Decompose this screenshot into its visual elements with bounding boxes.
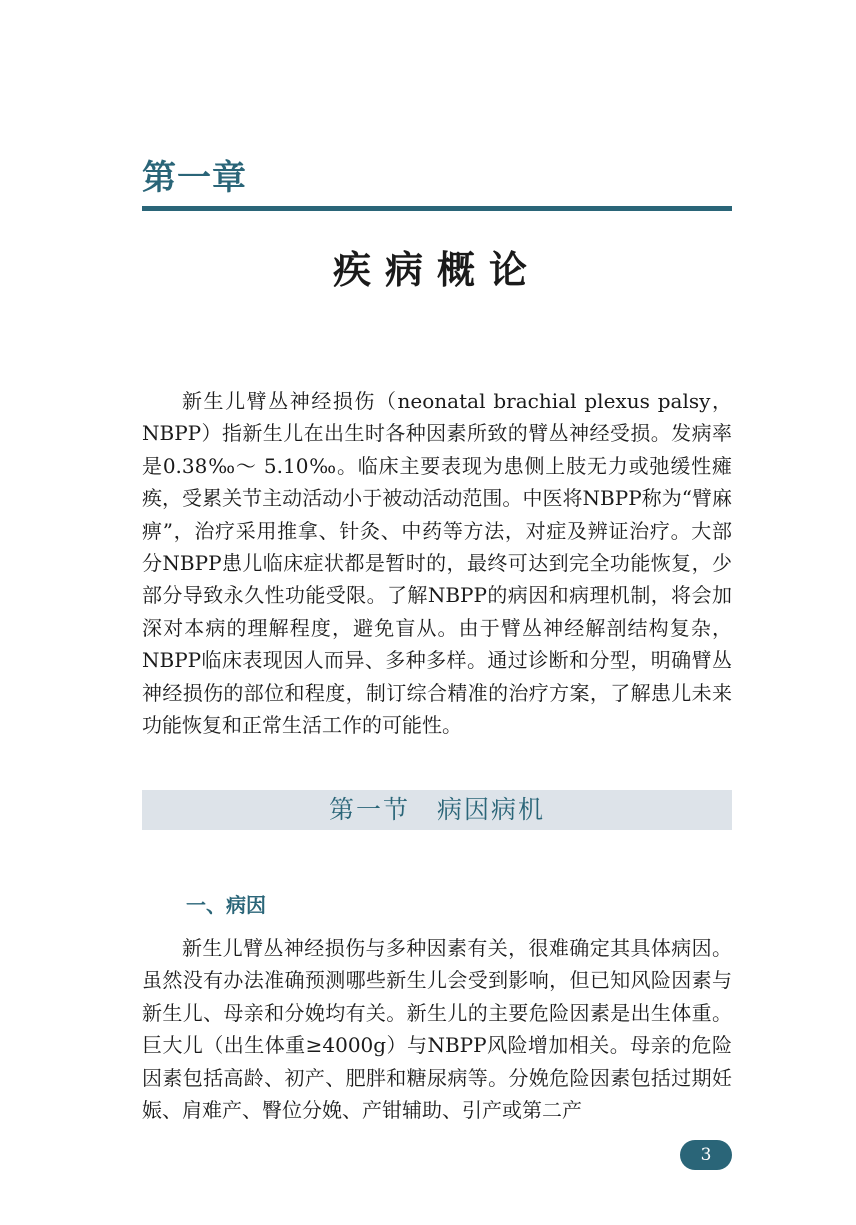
chapter-rule — [142, 206, 732, 211]
cause-paragraph: 新生儿臂丛神经损伤与多种因素有关，很难确定其具体病因。虽然没有办法准确预测哪些新生儿会受到影响，但已知风险因素与新生儿、母亲和分娩均有关。新生儿的主要危险因素是出生体重。巨大儿（出生体重≥4000g）与NBPP风险增加相关。母亲的危险因素包括高龄、初产、肥胖和糖尿病等。分娩危险因素包括过期妊娠、肩难产、臀位分娩、产钳辅助、引产或第二产 — [142, 936, 732, 1123]
page-number: 3 — [680, 1140, 732, 1170]
section-title: 第一节 病因病机 — [328, 795, 545, 824]
subsection-heading: 一、病因 — [186, 893, 266, 917]
chapter-title: 疾病概论 — [332, 247, 541, 292]
chapter-label: 第一章 — [142, 158, 247, 198]
intro-paragraph: 新生儿臂丛神经损伤（neonatal brachial plexus palsy，NBPP）指新生儿在出生时各种因素所致的臂丛神经受损。发病率是0.38‰～ 5.10‰。临床主要表现为患侧上肢无力或弛缓性瘫痪，受累关节主动活动小于被动活动范围。中医将NBPP称为“臂麻痹”，治疗采用推拿、针灸、中药等方法，对症及辨证治疗。大部分NBPP患儿临床症状都是暂时的，最终可达到完全功能恢复，少部分导致永久性功能受限。了解NBPP的病因和病理机制，将会加深对本病的理解程度，避免盲从。由于臂丛神经解剖结构复杂，NBPP临床表现因人而异、多种多样。通过诊断和分型，明确臂丛神经损伤的部位和程度，制订综合精准的治疗方案，了解患儿未来功能恢复和正常生活工作的可能性。 — [142, 389, 732, 738]
section-bar — [142, 790, 732, 830]
